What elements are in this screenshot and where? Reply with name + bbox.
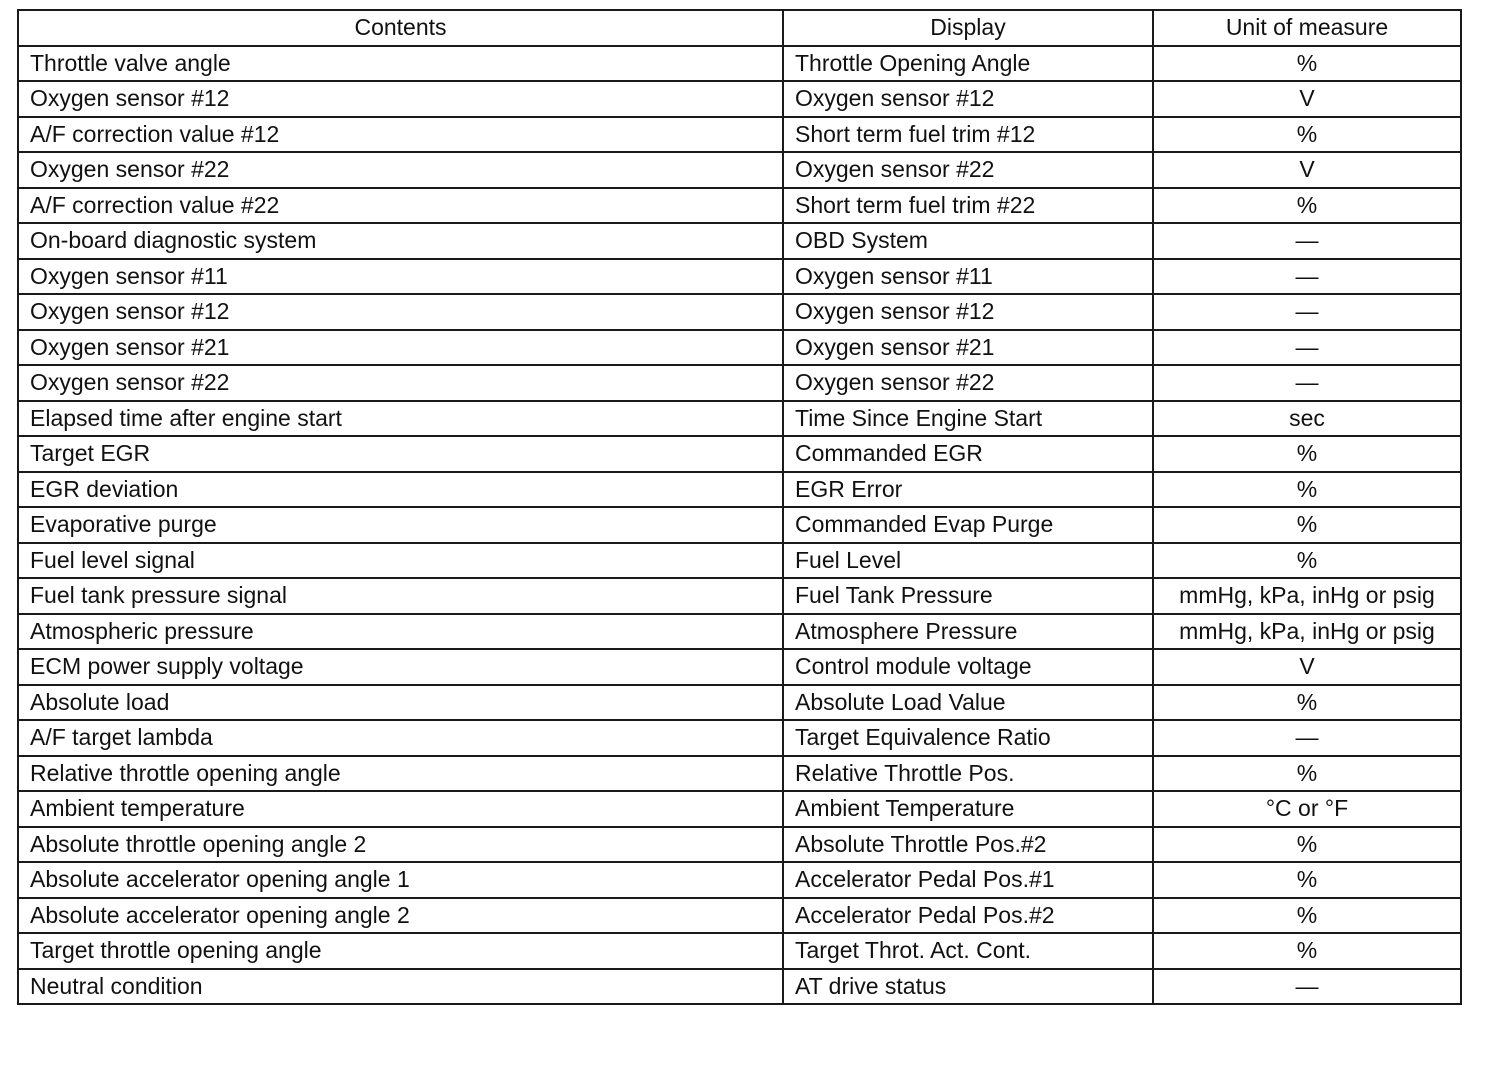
cell-unit: V (1153, 81, 1461, 117)
table-row (18, 649, 1461, 685)
cell-display: Throttle Opening Angle (783, 46, 1153, 82)
cell-unit: — (1153, 223, 1461, 259)
cell-display: Short term fuel trim #12 (783, 117, 1153, 153)
table-row (18, 188, 1461, 224)
cell-unit: — (1153, 294, 1461, 330)
cell-unit: — (1153, 969, 1461, 1005)
table-row (18, 117, 1461, 153)
table-row (18, 756, 1461, 792)
cell-display: Oxygen sensor #21 (783, 330, 1153, 366)
cell-display: Oxygen sensor #12 (783, 81, 1153, 117)
cell-unit: % (1153, 188, 1461, 224)
cell-contents: Target EGR (18, 436, 783, 472)
cell-contents: Fuel tank pressure signal (18, 578, 783, 614)
cell-display: Target Throt. Act. Cont. (783, 933, 1153, 969)
cell-display: Target Equivalence Ratio (783, 720, 1153, 756)
table-row (18, 969, 1461, 1005)
cell-display: Oxygen sensor #11 (783, 259, 1153, 295)
cell-contents: Ambient temperature (18, 791, 783, 827)
header-display: Display (783, 10, 1153, 46)
table-row (18, 898, 1461, 934)
table-row (18, 685, 1461, 721)
table-row (18, 720, 1461, 756)
cell-display: Absolute Load Value (783, 685, 1153, 721)
cell-contents: Oxygen sensor #12 (18, 294, 783, 330)
cell-contents: Oxygen sensor #12 (18, 81, 783, 117)
cell-display: Short term fuel trim #22 (783, 188, 1153, 224)
cell-display: Accelerator Pedal Pos.#1 (783, 862, 1153, 898)
table-row (18, 543, 1461, 579)
cell-unit: % (1153, 756, 1461, 792)
cell-unit: % (1153, 543, 1461, 579)
table-row (18, 46, 1461, 82)
parameter-table (17, 9, 1462, 1005)
table-row (18, 862, 1461, 898)
cell-unit: V (1153, 152, 1461, 188)
cell-display: Ambient Temperature (783, 791, 1153, 827)
cell-display: Atmosphere Pressure (783, 614, 1153, 650)
cell-contents: Absolute accelerator opening angle 1 (18, 862, 783, 898)
table-row (18, 365, 1461, 401)
cell-contents: Atmospheric pressure (18, 614, 783, 650)
table-row (18, 152, 1461, 188)
header-row (18, 10, 1461, 46)
cell-contents: Relative throttle opening angle (18, 756, 783, 792)
cell-contents: Absolute accelerator opening angle 2 (18, 898, 783, 934)
cell-display: Commanded EGR (783, 436, 1153, 472)
cell-contents: Oxygen sensor #22 (18, 365, 783, 401)
cell-unit: % (1153, 472, 1461, 508)
cell-contents: EGR deviation (18, 472, 783, 508)
table-row (18, 81, 1461, 117)
cell-display: Fuel Tank Pressure (783, 578, 1153, 614)
table-row (18, 330, 1461, 366)
cell-contents: Neutral condition (18, 969, 783, 1005)
cell-display: Oxygen sensor #22 (783, 365, 1153, 401)
cell-display: Time Since Engine Start (783, 401, 1153, 437)
header-contents: Contents (18, 10, 783, 46)
cell-display: Control module voltage (783, 649, 1153, 685)
table-row (18, 401, 1461, 437)
table-row (18, 294, 1461, 330)
table-row (18, 578, 1461, 614)
table-row (18, 933, 1461, 969)
cell-unit: % (1153, 117, 1461, 153)
table-row (18, 791, 1461, 827)
cell-contents: On-board diagnostic system (18, 223, 783, 259)
cell-unit: % (1153, 46, 1461, 82)
cell-display: Fuel Level (783, 543, 1153, 579)
cell-unit: sec (1153, 401, 1461, 437)
cell-contents: Evaporative purge (18, 507, 783, 543)
cell-contents: Fuel level signal (18, 543, 783, 579)
cell-contents: Oxygen sensor #22 (18, 152, 783, 188)
cell-contents: A/F correction value #12 (18, 117, 783, 153)
cell-contents: Oxygen sensor #21 (18, 330, 783, 366)
cell-contents: Throttle valve angle (18, 46, 783, 82)
cell-contents: Absolute load (18, 685, 783, 721)
table-row (18, 472, 1461, 508)
cell-unit: % (1153, 507, 1461, 543)
cell-contents: Absolute throttle opening angle 2 (18, 827, 783, 863)
cell-unit: mmHg, kPa, inHg or psig (1153, 578, 1461, 614)
cell-display: Oxygen sensor #22 (783, 152, 1153, 188)
cell-display: Commanded Evap Purge (783, 507, 1153, 543)
cell-display: Absolute Throttle Pos.#2 (783, 827, 1153, 863)
cell-contents: ECM power supply voltage (18, 649, 783, 685)
cell-display: Relative Throttle Pos. (783, 756, 1153, 792)
cell-unit: — (1153, 720, 1461, 756)
cell-unit: — (1153, 365, 1461, 401)
cell-unit: % (1153, 827, 1461, 863)
table-row (18, 614, 1461, 650)
header-unit: Unit of measure (1153, 10, 1461, 46)
cell-unit: % (1153, 436, 1461, 472)
table-row (18, 436, 1461, 472)
cell-unit: — (1153, 330, 1461, 366)
table-row (18, 223, 1461, 259)
table-row (18, 259, 1461, 295)
table-row (18, 827, 1461, 863)
cell-unit: V (1153, 649, 1461, 685)
table-body (18, 46, 1461, 1005)
cell-display: Oxygen sensor #12 (783, 294, 1153, 330)
cell-display: AT drive status (783, 969, 1153, 1005)
cell-contents: Elapsed time after engine start (18, 401, 783, 437)
cell-contents: A/F correction value #22 (18, 188, 783, 224)
cell-unit: % (1153, 862, 1461, 898)
cell-contents: Target throttle opening angle (18, 933, 783, 969)
table-row (18, 507, 1461, 543)
cell-display: Accelerator Pedal Pos.#2 (783, 898, 1153, 934)
cell-display: OBD System (783, 223, 1153, 259)
cell-unit: % (1153, 933, 1461, 969)
cell-display: EGR Error (783, 472, 1153, 508)
cell-unit: — (1153, 259, 1461, 295)
cell-unit: % (1153, 685, 1461, 721)
cell-contents: Oxygen sensor #11 (18, 259, 783, 295)
cell-unit: °C or °F (1153, 791, 1461, 827)
cell-contents: A/F target lambda (18, 720, 783, 756)
cell-unit: % (1153, 898, 1461, 934)
cell-unit: mmHg, kPa, inHg or psig (1153, 614, 1461, 650)
